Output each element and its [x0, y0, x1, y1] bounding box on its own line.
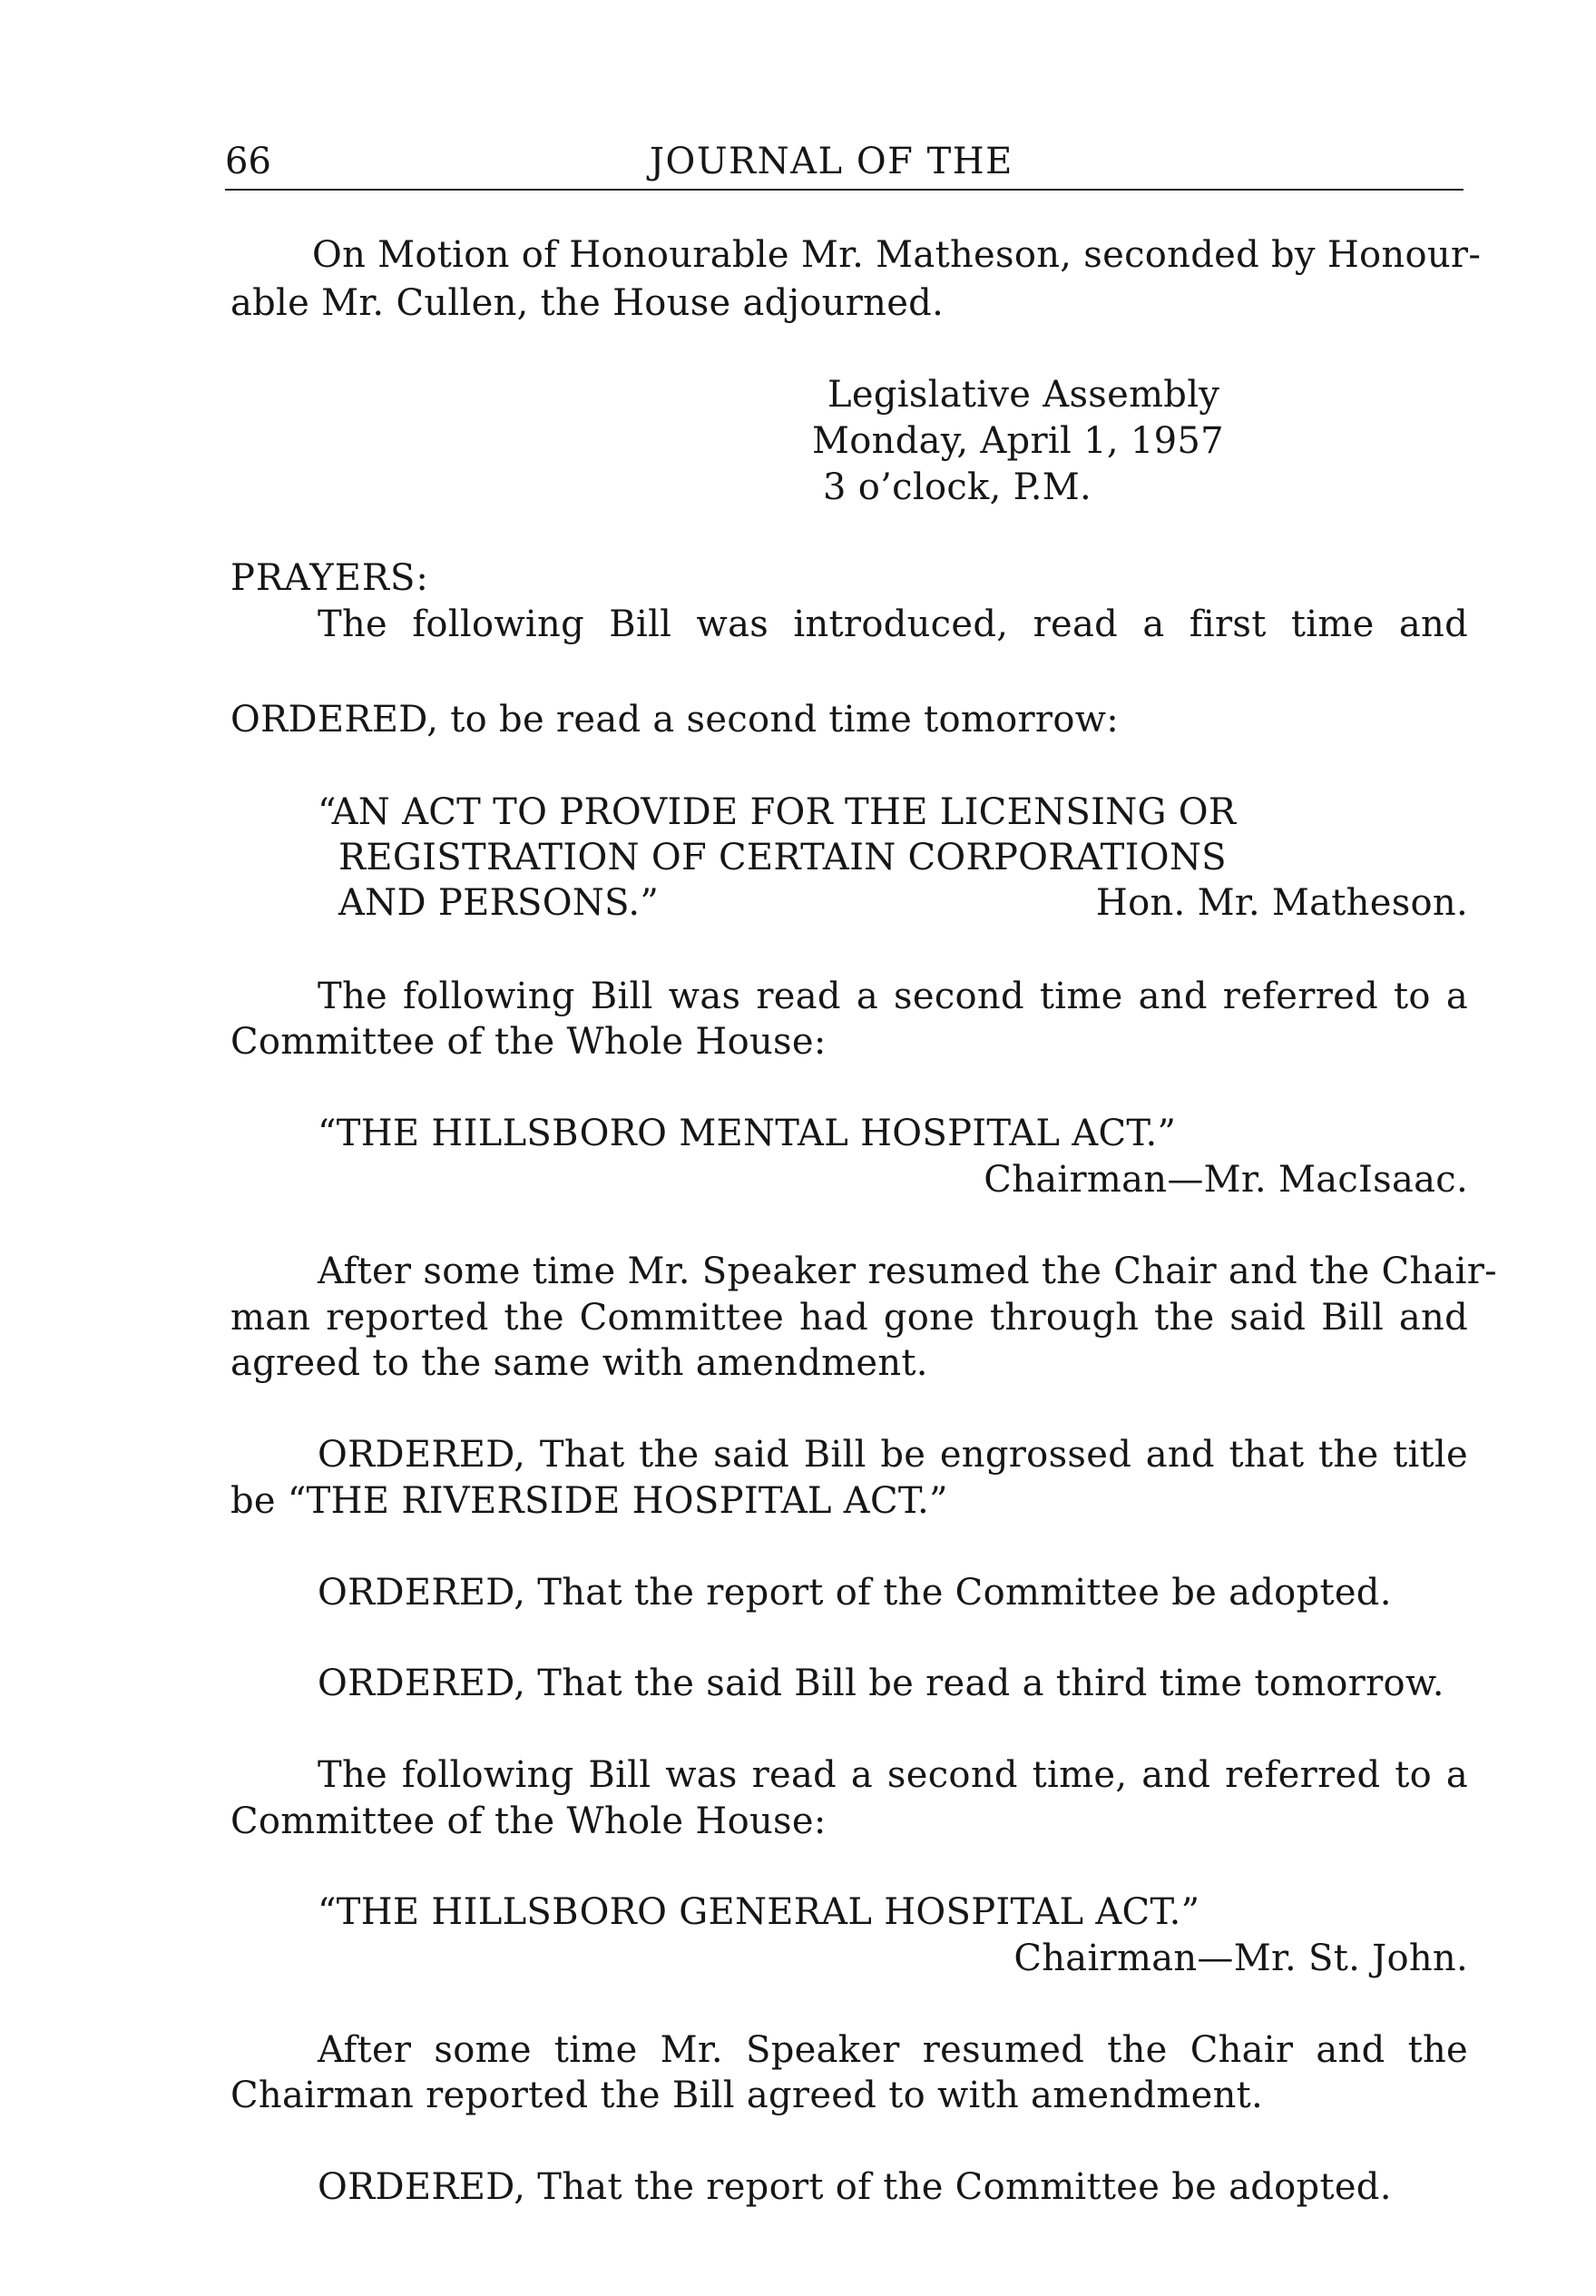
committee-chairman: Chairman—Mr. MacIsaac.	[984, 1159, 1468, 1201]
committee-chairman: Chairman—Mr. St. John.	[1013, 1938, 1468, 1979]
paragraph-line: agreed to the same with amendment.	[230, 1342, 928, 1384]
paragraph-line: Committee of the Whole House:	[230, 1800, 827, 1842]
sitting-date: Monday, April 1, 1957	[812, 420, 1224, 462]
paragraph-line: After some time Mr. Speaker resumed the Chair and the Chair-	[318, 1251, 1497, 1292]
sitting-time: 3 o’clock, P.M.	[823, 466, 1092, 508]
paragraph-line: man reported the Committee had gone through the said Bill and	[230, 1297, 1468, 1339]
paragraph-line: ORDERED, to be read a second time tomorrow:	[230, 699, 1120, 741]
paragraph-line: Committee of the Whole House:	[230, 1021, 827, 1063]
paragraph-line: On Motion of Honourable Mr. Matheson, seconded by Honour-	[312, 234, 1482, 276]
bill-title-line: AND PERSONS.”	[338, 882, 660, 924]
paragraph-line: ORDERED, That the said Bill be read a third time tomorrow.	[318, 1663, 1444, 1704]
paragraph-line: Chairman reported the Bill agreed to with amendment.	[230, 2075, 1264, 2116]
paragraph-line: The following Bill was introduced, read a first time and	[318, 603, 1468, 645]
paragraph-line: The following Bill was read a second time, and referred to a	[318, 1754, 1468, 1796]
paragraph-line: The following Bill was read a second time and referred to a	[318, 976, 1468, 1017]
bill-title: “THE HILLSBORO MENTAL HOSPITAL ACT.”	[318, 1113, 1177, 1154]
page-number: 66	[225, 141, 271, 182]
paragraph-line: ORDERED, That the report of the Committee be adopted.	[318, 1572, 1392, 1614]
bill-title: “THE HILLSBORO GENERAL HOSPITAL ACT.”	[318, 1891, 1200, 1933]
paragraph-line: ORDERED, That the said Bill be engrossed and that the title	[318, 1434, 1468, 1476]
sitting-place: Legislative Assembly	[827, 374, 1220, 416]
bill-sponsor: Hon. Mr. Matheson.	[1095, 882, 1468, 924]
paragraph-line: able Mr. Cullen, the House adjourned.	[230, 282, 945, 324]
paragraph-line: ORDERED, That the report of the Committee be adopted.	[318, 2166, 1392, 2208]
prayers-heading: PRAYERS:	[230, 557, 429, 599]
bill-title-line: “AN ACT TO PROVIDE FOR THE LICENSING OR	[318, 791, 1237, 833]
running-title: JOURNAL OF THE	[650, 141, 1013, 182]
paragraph-line: After some time Mr. Speaker resumed the Chair and the	[318, 2029, 1468, 2071]
bill-title-line: REGISTRATION OF CERTAIN CORPORATIONS	[338, 837, 1227, 878]
header-rule	[225, 189, 1464, 191]
paragraph-line: be “THE RIVERSIDE HOSPITAL ACT.”	[230, 1480, 948, 1522]
